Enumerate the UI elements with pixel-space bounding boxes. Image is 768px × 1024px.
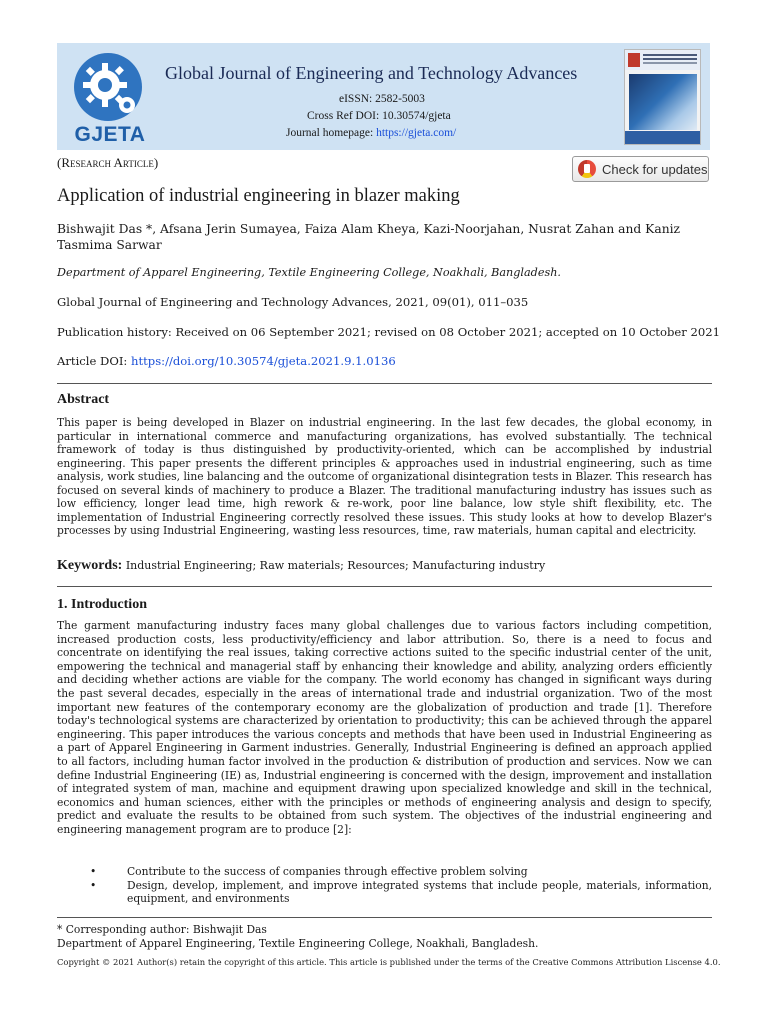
abstract-heading: Abstract xyxy=(57,392,110,407)
cover-image xyxy=(629,74,697,130)
journal-title: Global Journal of Engineering and Technology Advances xyxy=(165,63,578,83)
article-doi xyxy=(57,354,396,368)
abstract-text: This paper is being developed in Blazer on industrial engineering. In the last few decades, the global economy, in particular in international commerce and manufacturing organizations, has evolved substantially. The technical framework of today is thus distinguished by productivity-oriented, which can be accomplished by industrial engineering. This paper presents the different principles & approaches used in industrial engineering, such as time analysis, work studies, line balancing and the outcome of organizational disintegration tests in Blazer. This research has focused on several kinds of machinery to produce a Blazer. The traditional manufacturing industry has issues such as low efficiency, longer lead time, high rework & re-work, poor line balance, low style shift flexibility, etc. The implementation of Industrial Engineering correctly resolved these issues. This study looks at how to develop Blazer's processes by using Industrial Engineering, wasting less resources, time, raw materials, human capital and electricity. xyxy=(57,416,712,537)
publication-history: Publication history: Received on 06 September 2021; revised on 08 October 2021; accepted on 10 October 2021 xyxy=(57,325,720,339)
divider xyxy=(57,383,712,384)
check-for-updates-button[interactable] xyxy=(572,156,709,182)
journal-header-banner xyxy=(57,43,710,150)
objectives-list xyxy=(57,865,712,906)
article-title: Application of industrial engineering in blazer making xyxy=(57,186,460,206)
homepage-label: Journal homepage: xyxy=(286,127,377,139)
journal-homepage xyxy=(286,127,456,139)
journal-cover-thumbnail xyxy=(624,49,701,145)
bookmark-update-icon xyxy=(578,160,596,178)
eissn: eISSN: 2582-5003 xyxy=(339,93,425,105)
footnote-divider xyxy=(57,917,712,918)
article-type: (Research Article) xyxy=(57,155,159,170)
author-list: Bishwajit Das *, Afsana Jerin Sumayea, Faiza Alam Kheya, Kazi-Noorjahan, Nusrat Zahan and Kaniz Tasmima Sarwar xyxy=(57,222,681,252)
corresponding-author: * Corresponding author: Bishwajit Das xyxy=(57,923,267,936)
keywords-text: Industrial Engineering; Raw materials; Resources; Manufacturing industry xyxy=(122,559,546,572)
citation: Global Journal of Engineering and Technology Advances, 2021, 09(01), 011–035 xyxy=(57,295,529,309)
footnote-affiliation: Department of Apparel Engineering, Textile Engineering College, Noakhali, Bangladesh. xyxy=(57,936,539,950)
crossref-doi: Cross Ref DOI: 10.30574/gjeta xyxy=(307,110,451,122)
keywords xyxy=(57,558,545,574)
doi-link[interactable]: https://doi.org/10.30574/gjeta.2021.9.1.0136 xyxy=(131,354,396,368)
doi-label: Article DOI: xyxy=(57,354,132,368)
introduction-text: The garment manufacturing industry faces many global challenges due to various factors including competition, increased production costs, less productivity/efficiency and labor attribution. So, there is a need to focus and concentrate on identifying the real issues, taking corrective actions suited to the specific industrial center of the unit, empowering the technical and managerial staff by enhancing their knowledge and ability, analyzing orders efficiently and deciding whether actions are viable for the company. The world economy has changed in significant ways during the past several decades, especially in the areas of international trade and industrial organization. Two of the most important new features of the contemporary economy are the globalization of production and trade [1]. Therefore today's technological systems are characterized by orientation to productivity; this can be achieved through the apparel engineering. This paper introduces the various concepts and methods that have been used in Industrial Engineering as a part of Apparel Engineering in Garment industries. Generally, Industrial Engineering is defined an approach applied to all factors, including human factor involved in the production & distribution of production and services. Now we can define Industrial Engineering (IE) as, Industrial engineering is concerned with the design, improvement and installation of integrated system of man, machine and equipment drawing upon specialized knowledge and skill in the technical, economics and human sciences, either with the principles or methods of engineering analysis and design to specify, predict and evaluate the results to be obtained from such system. The objectives of the industrial engineering and engineering management program are to produce [2]: xyxy=(57,619,712,836)
introduction-heading: 1. Introduction xyxy=(57,597,147,612)
divider xyxy=(57,586,712,587)
logo-text: GJETA xyxy=(74,123,146,146)
affiliation: Department of Apparel Engineering, Textile Engineering College, Noakhali, Bangladesh. xyxy=(57,266,561,279)
keywords-label: Keywords: xyxy=(57,558,123,573)
journal-logo xyxy=(65,49,151,145)
list-item: • Design, develop, implement, and improve integrated systems that include people, materials, information, equipment, and environments xyxy=(57,879,712,906)
list-item: • Contribute to the success of companies through effective problem solving xyxy=(57,865,712,879)
copyright-notice: Copyright © 2021 Author(s) retain the copyright of this article. This article is published under the terms of the Creative Commons Attribution Liscense 4.0. xyxy=(57,957,721,967)
check-updates-label: Check for updates xyxy=(602,161,708,177)
gear-icon xyxy=(65,49,151,125)
homepage-link[interactable]: https://gjeta.com/ xyxy=(376,127,457,139)
footnote xyxy=(57,923,538,950)
